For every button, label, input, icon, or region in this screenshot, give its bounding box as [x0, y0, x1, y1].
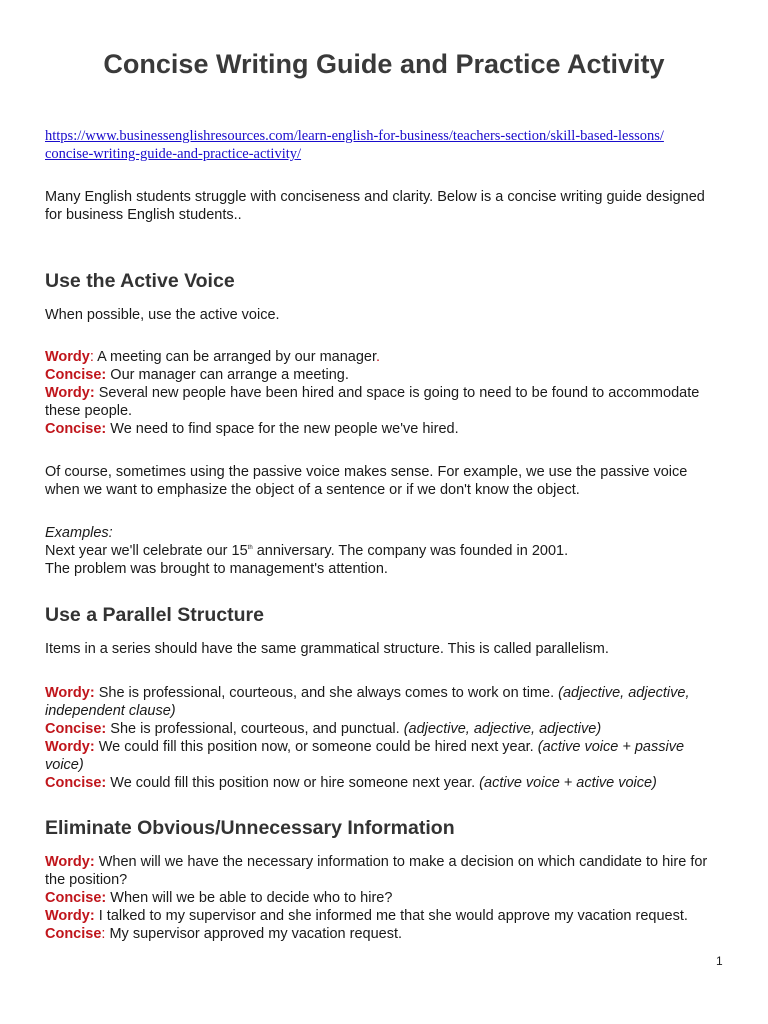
label-colon: : [101, 367, 107, 383]
parallel-examples [45, 684, 725, 792]
example-row [45, 889, 725, 907]
concise-text: We need to find space for the new people we've hired. [106, 421, 459, 437]
concise-text: Our manager can arrange a meeting. [106, 367, 349, 383]
example-row [45, 853, 725, 889]
intro-paragraph: Many English students struggle with conciseness and clarity. Below is a concise writing guide designed for business English students.. [45, 189, 705, 223]
example-sentence [45, 542, 725, 560]
concise-label: Concise [45, 890, 102, 906]
ordinal-suffix: th [247, 545, 253, 552]
source-link[interactable] [45, 127, 735, 163]
wordy-label: Wordy [45, 385, 90, 401]
grammar-note: (active voice + active voice) [479, 775, 657, 791]
wordy-text: Several new people have been hired and space is going to need to be found to accommodate these people. [45, 385, 700, 419]
label-colon: : [101, 890, 107, 906]
label-colon: : [101, 926, 106, 942]
grammar-note: (active voice + passive voice) [45, 739, 685, 773]
active-voice-lead: When possible, use the active voice. [45, 307, 280, 323]
example-row [45, 907, 725, 925]
concise-text: She is professional, courteous, and punctual. [106, 721, 404, 737]
source-link-line1[interactable]: https://www.businessenglishresources.com/learn-english-for-business/teachers-section/skill-based-lessons/ [45, 128, 664, 144]
concise-label: Concise [45, 775, 102, 791]
wordy-text: We could fill this position now, or someone could be hired next year. [94, 739, 538, 755]
label-colon: : [89, 349, 94, 365]
page-title: Concise Writing Guide and Practice Activity [103, 49, 665, 79]
grammar-note: (adjective, adjective, independent clause) [45, 685, 690, 719]
parallel-lead: Items in a series should have the same grammatical structure. This is called parallelism. [45, 641, 609, 657]
label-colon: : [89, 908, 95, 924]
example-row [45, 348, 725, 366]
concise-label: Concise [45, 926, 102, 942]
wordy-label: Wordy [45, 685, 90, 701]
label-colon: : [101, 421, 107, 437]
example-row [45, 384, 725, 420]
heading-active-voice: Use the Active Voice [45, 270, 235, 292]
example-row [45, 420, 725, 438]
passive-examples [45, 524, 725, 578]
example-row [45, 366, 725, 384]
concise-label: Concise [45, 721, 102, 737]
concise-text: We could fill this position now or hire someone next year. [106, 775, 480, 791]
heading-eliminate-information: Eliminate Obvious/Unnecessary Information [45, 817, 455, 839]
example-row [45, 738, 725, 774]
active-voice-examples [45, 348, 725, 438]
grammar-note: (adjective, adjective, adjective) [403, 721, 602, 737]
heading-parallel-structure: Use a Parallel Structure [45, 604, 264, 626]
label-colon: : [101, 721, 107, 737]
concise-text: When will we be able to decide who to hire? [106, 890, 393, 906]
wordy-text: A meeting can be arranged by our manager [93, 349, 377, 365]
example-row [45, 684, 725, 720]
label-colon: : [89, 385, 95, 401]
example-row [45, 720, 725, 738]
example-text: anniversary. The company was founded in 2001. [252, 543, 569, 559]
example-row [45, 774, 725, 792]
trailing-period: . [376, 349, 381, 365]
label-colon: : [101, 775, 107, 791]
concise-label: Concise [45, 367, 102, 383]
wordy-text: When will we have the necessary information to make a decision on which candidate to hire for the position? [45, 854, 708, 888]
wordy-text: She is professional, courteous, and she always comes to work on time. [94, 685, 559, 701]
example-sentence: The problem was brought to management's attention. [45, 561, 388, 577]
wordy-label: Wordy [45, 908, 90, 924]
label-colon: : [89, 854, 95, 870]
passive-voice-note: Of course, sometimes using the passive voice makes sense. For example, we use the passive voice when we want to emphasize the object of a sentence or if we don't know the object. [45, 464, 688, 498]
source-link-line2[interactable]: concise-writing-guide-and-practice-activity/ [45, 146, 302, 162]
wordy-label: Wordy [45, 349, 90, 365]
label-colon: : [89, 685, 95, 701]
page-number: 1 [716, 954, 723, 968]
wordy-label: Wordy [45, 854, 90, 870]
label-colon: : [89, 739, 95, 755]
concise-text: My supervisor approved my vacation request. [105, 926, 403, 942]
eliminate-examples [45, 853, 725, 943]
wordy-label: Wordy [45, 739, 90, 755]
examples-label: Examples: [45, 525, 113, 541]
wordy-text: I talked to my supervisor and she informed me that she would approve my vacation request. [94, 908, 688, 924]
example-row [45, 925, 725, 943]
example-text: Next year we'll celebrate our 15 [45, 543, 248, 559]
concise-label: Concise [45, 421, 102, 437]
